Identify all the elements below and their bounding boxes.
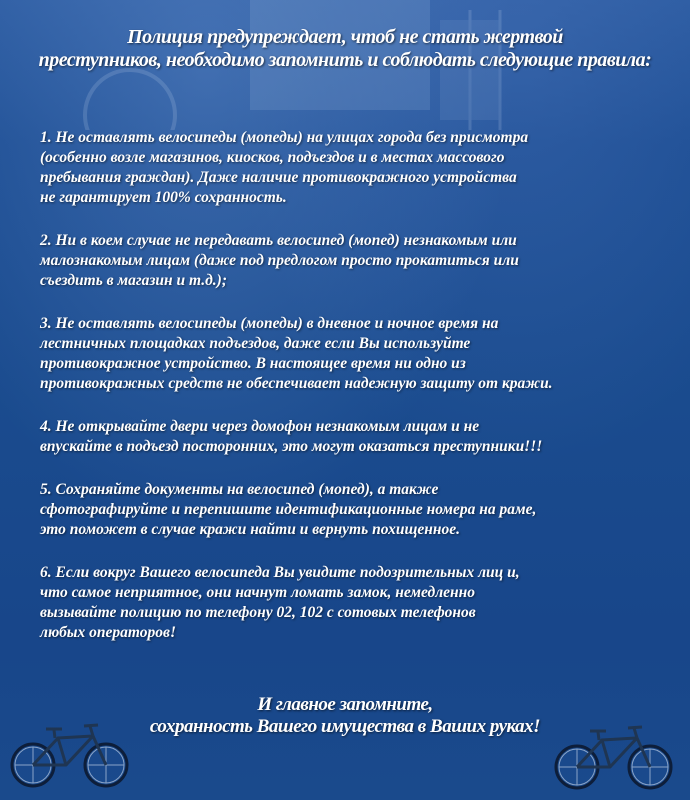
bicycle-icon [8,720,133,790]
closing-line: сохранность Вашего имущества в Ваших руках! [149,716,541,737]
rules-list [40,128,665,666]
rule-line: противокражных средств не обеспечивает надежную защиту от кражи. [40,375,553,392]
rule-line: малознакомым лицам (даже под предлогом просто прокатиться или [40,252,519,269]
rule-line: сфотографируйте и перепишите идентификационные номера на раме, [40,501,537,518]
rule-line: 3. Не оставлять велосипеды (мопеды) в дневное и ночное время на [40,315,499,332]
title-line: Полиция предупреждает, чтоб не стать жертвой [127,26,563,48]
rule-line: 4. Не открывайте двери через домофон незнакомым лицам и не [40,418,480,435]
rule-line: 5. Сохраняйте документы на велосипед (мопед), а также [40,481,439,498]
rule-2 [40,231,665,291]
rule-6 [40,563,665,643]
rule-line: вызывайте полицию по телефону 02, 102 с сотовых телефонов [40,604,476,621]
rule-3 [40,314,665,394]
rule-line: съездить в магазин и т.д.); [40,272,227,289]
rule-line: 6. Если вокруг Вашего велосипеда Вы увидите подозрительных лиц и, [40,564,520,581]
rule-line: пребывания граждан). Даже наличие противокражного устройства [40,169,517,186]
rule-1 [40,128,665,208]
title-line: преступников, необходимо запомнить и соблюдать следующие правила: [38,49,652,71]
rule-line: 1. Не оставлять велосипеды (мопеды) на улицах города без присмотра [40,129,529,146]
bicycle-icon [552,722,677,792]
rule-line: не гарантирует 100% сохранность. [40,189,287,206]
rule-4 [40,417,665,457]
rule-line: любых операторов! [40,624,176,641]
rule-line: что самое неприятное, они начнут ломать замок, немедленно [40,584,475,601]
rule-line: впускайте в подъезд посторонних, это могут оказаться преступники!!! [40,438,543,455]
closing-line: И главное запомните, [257,694,433,715]
rule-line: противокражное устройство. В настоящее время ни одно из [40,355,466,372]
poster-title [0,26,690,72]
rule-line: это поможет в случае кражи найти и вернуть похищенное. [40,521,461,538]
rule-line: 2. Ни в коем случае не передавать велосипед (мопед) незнакомым или [40,232,517,249]
rule-5 [40,480,665,540]
rule-line: (особенно возле магазинов, киосков, подъездов и в местах массового [40,149,505,166]
rule-line: лестничных площадках подъездов, даже если Вы используйте [40,335,471,352]
